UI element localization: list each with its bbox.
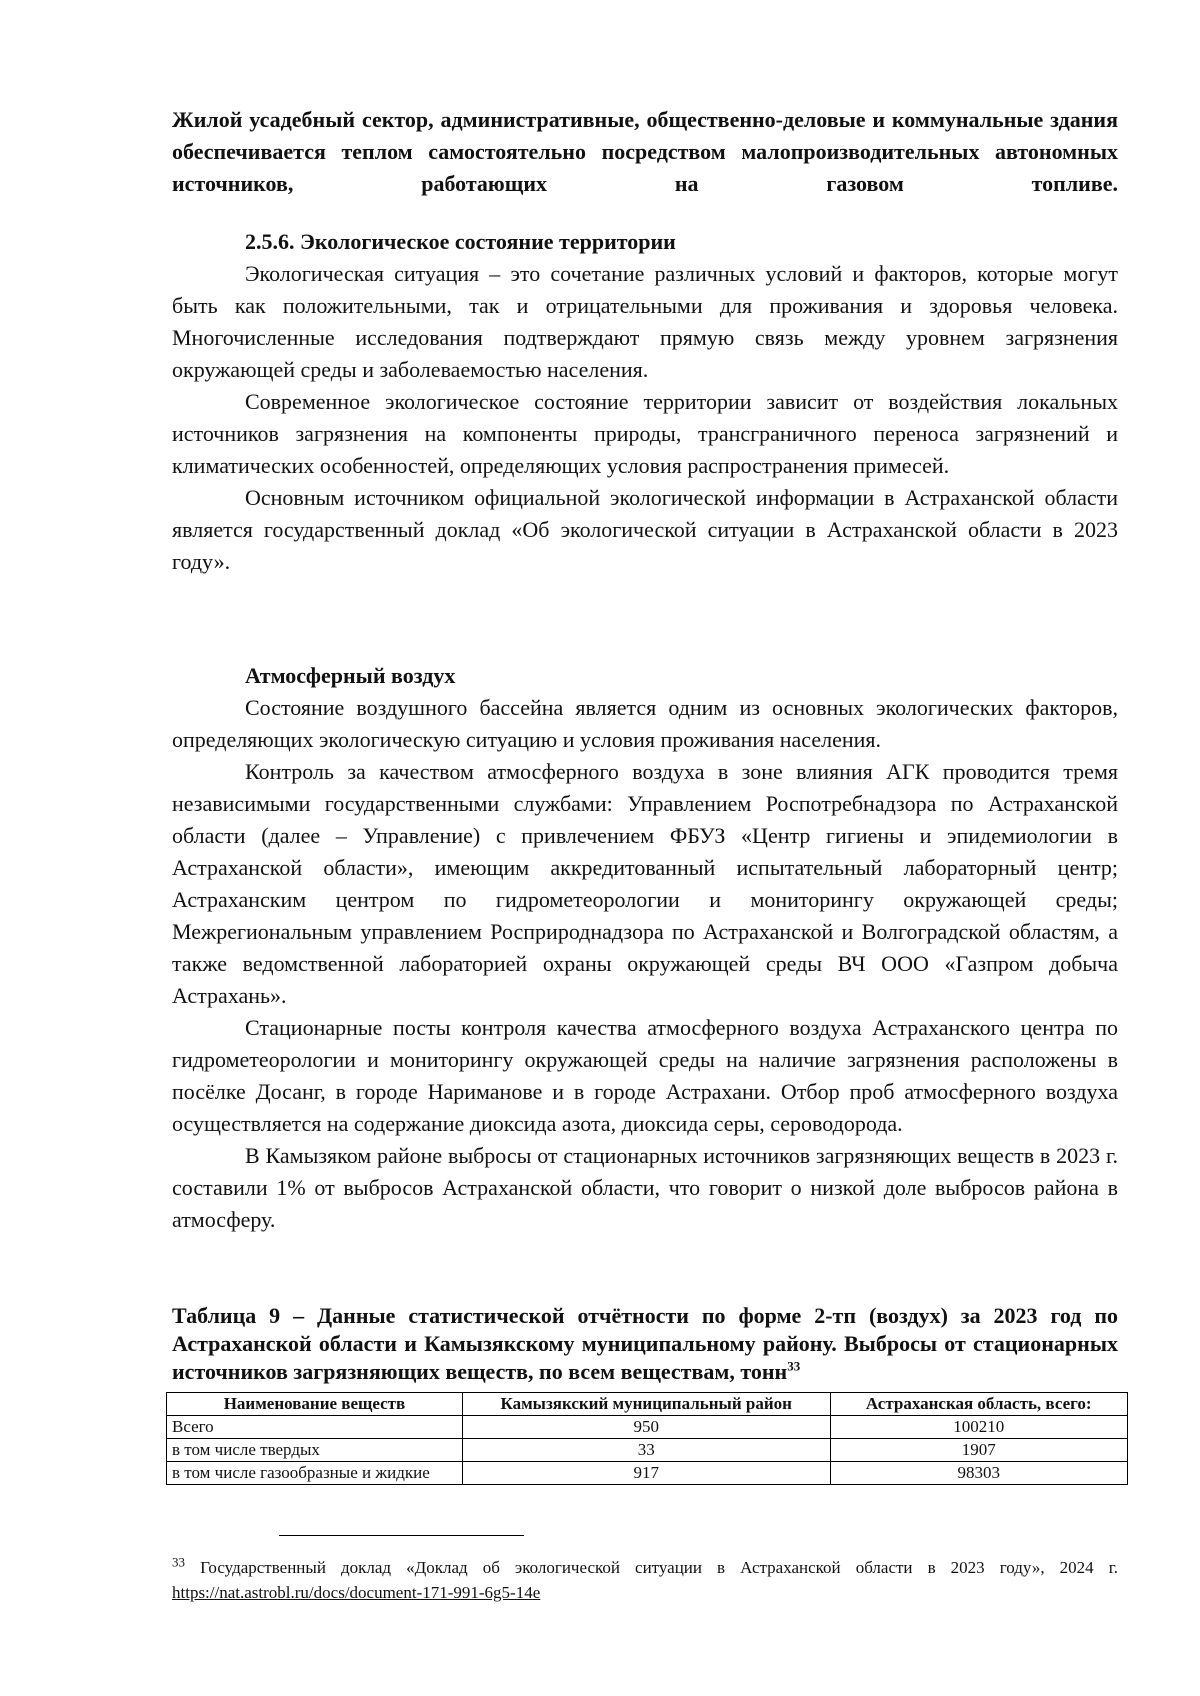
table-row bbox=[167, 1439, 1128, 1462]
region-value: 100210 bbox=[830, 1416, 1127, 1439]
footnote-divider bbox=[279, 1535, 524, 1536]
substance-name: в том числе газообразные и жидкие bbox=[167, 1462, 463, 1485]
paragraph: Экологическая ситуация – это сочетание различных условий и факторов, которые могут быть как положительными, так и отрицательными для проживания и здоровья человека. Многочисленные исследования подтверждают прямую связь между уровнем загрязнения окружающей среды и заболеваемостью населения. bbox=[172, 261, 1118, 382]
substance-name: в том числе твердых bbox=[167, 1439, 463, 1462]
footnote-link[interactable]: https://nat.astrobl.ru/docs/document-171-991-6g5-14e bbox=[172, 1583, 541, 1602]
paragraph: В Камызяком районе выбросы от стационарных источников загрязняющих веществ в 2023 г. составили 1% от выбросов Астраханской области, что говорит о низкой доле выбросов района в атмосферу. bbox=[172, 1143, 1118, 1232]
footnote-ref[interactable]: 33 bbox=[787, 1358, 801, 1374]
section-ecology bbox=[172, 226, 1118, 578]
emissions-table bbox=[166, 1392, 1128, 1485]
region-value: 1907 bbox=[830, 1439, 1127, 1462]
paragraph: Основным источником официальной экологической информации в Астраханской области является государственный доклад «Об экологической ситуации в Астраханской области в 2023 году». bbox=[172, 485, 1118, 574]
table-row bbox=[167, 1416, 1128, 1439]
subsection-heading: Атмосферный воздух bbox=[245, 663, 456, 688]
section-heading: 2.5.6. Экологическое состояние территории bbox=[245, 229, 676, 254]
column-header: Наименование веществ bbox=[167, 1393, 463, 1416]
table-header-row bbox=[167, 1393, 1128, 1416]
substance-name: Всего bbox=[167, 1416, 463, 1439]
table-caption bbox=[172, 1302, 1118, 1386]
district-value: 950 bbox=[462, 1416, 830, 1439]
intro-paragraph bbox=[172, 104, 1118, 200]
paragraph: Состояние воздушного бассейна является одним из основных экологических факторов, определяющих экологическую ситуацию и условия проживания населения. bbox=[172, 695, 1118, 752]
region-value: 98303 bbox=[830, 1462, 1127, 1485]
paragraph: Современное экологическое состояние территории зависит от воздействия локальных источников загрязнения на компоненты природы, трансграничного переноса загрязнений и климатических особенностей, определяющих условия распространения примесей. bbox=[172, 389, 1118, 478]
footnote-text: Государственный доклад «Доклад об экологической ситуации в Астраханской области в 2023 году», 2024 г. bbox=[200, 1558, 1118, 1577]
paragraph: Стационарные посты контроля качества атмосферного воздуха Астраханского центра по гидрометеорологии и мониторингу окружающей среды на наличие загрязнения расположены в посёлке Досанг, в городе Нариманове и в городе Астрахани. Отбор проб атмосферного воздуха осуществляется на содержание диоксида азота, диоксида серы, сероводорода. bbox=[172, 1015, 1118, 1136]
column-header: Камызякский муниципальный район bbox=[462, 1393, 830, 1416]
table-caption-text: Таблица 9 – Данные статистической отчётности по форме 2-тп (воздух) за 2023 год по Астраханской области и Камызякскому муниципальному району. Выбросы от стационарных источников загрязняющих веществ, по всем веществам, тонн bbox=[172, 1303, 1118, 1384]
district-value: 33 bbox=[462, 1439, 830, 1462]
section-air bbox=[172, 660, 1118, 1236]
table-row bbox=[167, 1462, 1128, 1485]
footnote-marker: 33 bbox=[172, 1554, 185, 1570]
paragraph: Контроль за качеством атмосферного воздуха в зоне влияния АГК проводится тремя независимыми государственными службами: Управлением Роспотребнадзора по Астраханской области (далее – Управление) с привлечением ФБУЗ «Центр гигиены и эпидемиологии в Астраханской области», имеющим аккредитованный испытательный лабораторный центр; Астраханским центром по гидрометеорологии и мониторингу окружающей среды; Межрегиональным управлением Росприроднадзора по Астраханской и Волгоградской областям, а также ведомственной лабораторией охраны окружающей среды ВЧ ООО «Газпром добыча Астрахань». bbox=[172, 759, 1118, 1008]
district-value: 917 bbox=[462, 1462, 830, 1485]
column-header: Астраханская область, всего: bbox=[830, 1393, 1127, 1416]
intro-text: Жилой усадебный сектор, административные, общественно-деловые и коммунальные здания обеспечивается теплом самостоятельно посредством малопроизводительных автономных источников, работающих на газовом топливе. bbox=[172, 107, 1118, 196]
footnote bbox=[172, 1555, 1118, 1605]
